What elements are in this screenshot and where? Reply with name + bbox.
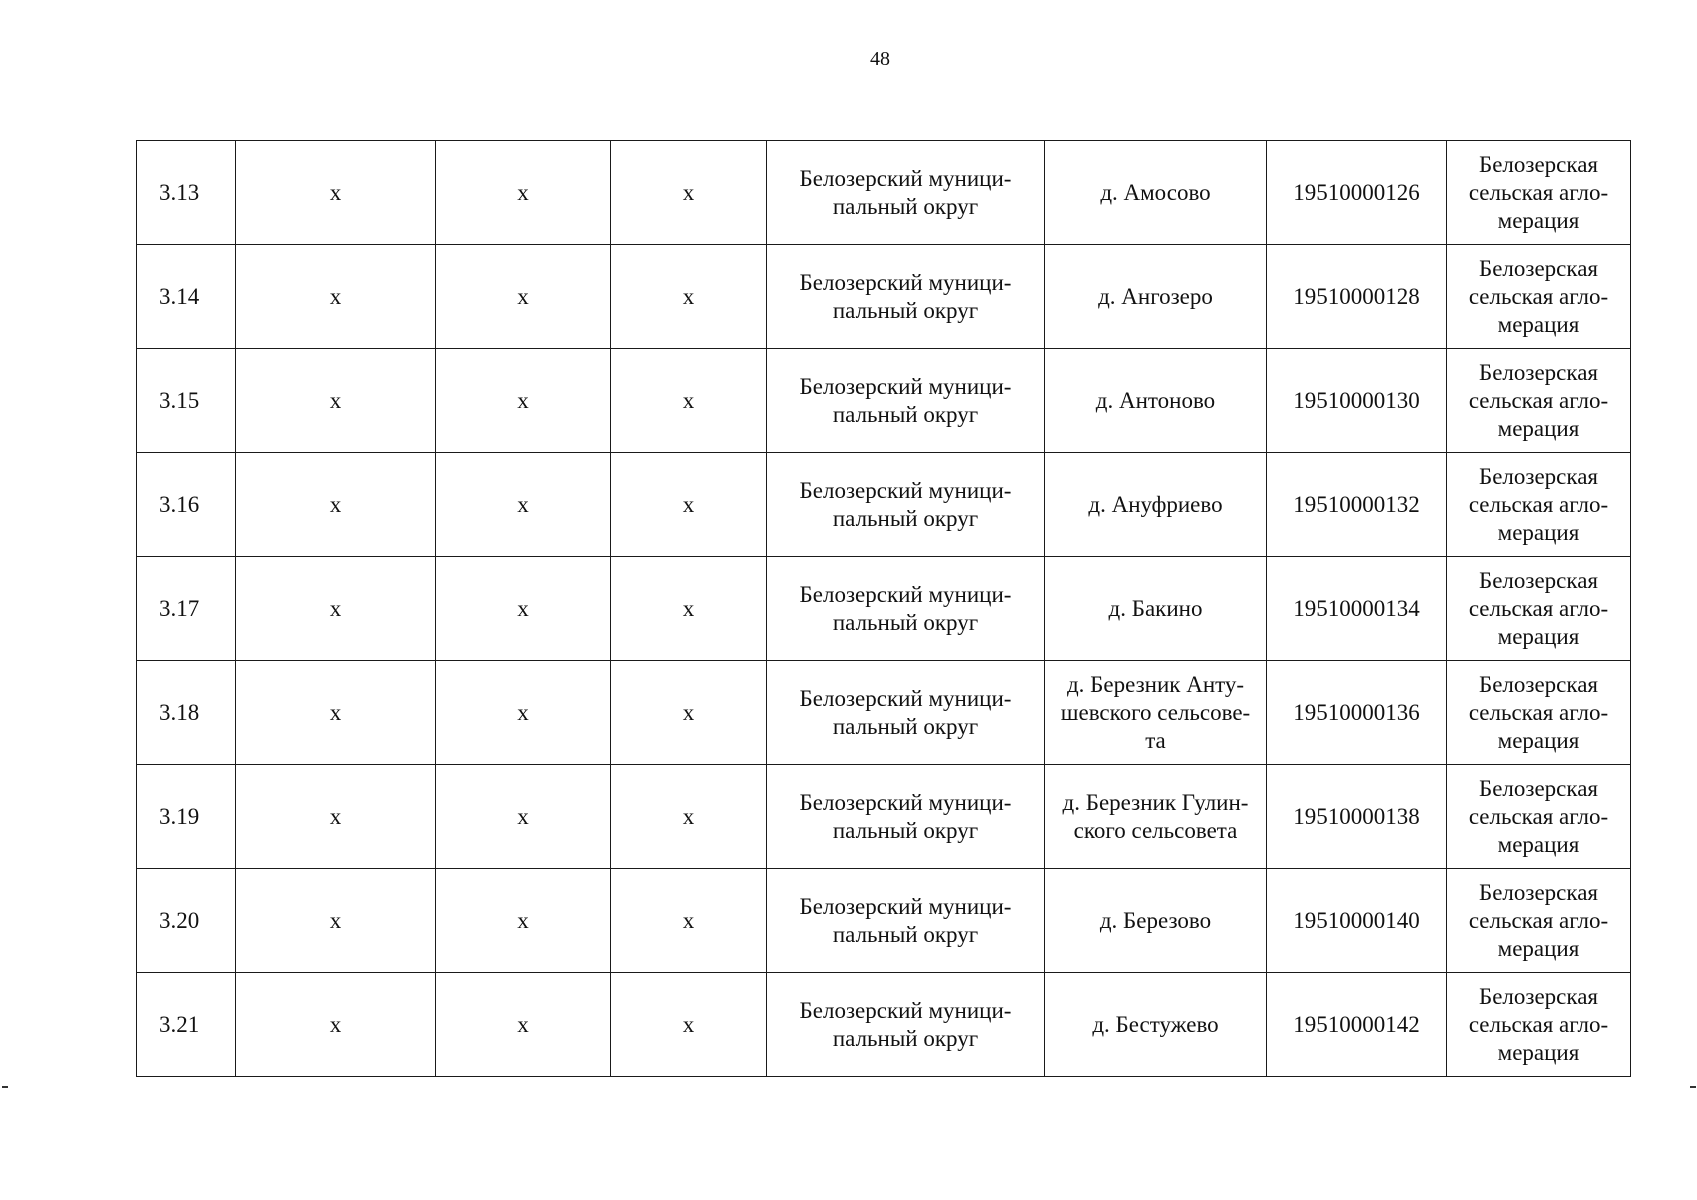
oktmo-code-cell: 19510000136 xyxy=(1267,661,1447,765)
placeholder-cell-4: х xyxy=(611,141,767,245)
placeholder-cell-2: х xyxy=(236,765,436,869)
placeholder-cell-4: х xyxy=(611,453,767,557)
district-cell: Белозерский муници- пальный округ xyxy=(767,869,1045,973)
district-cell: Белозерский муници- пальный округ xyxy=(767,765,1045,869)
placeholder-cell-4: х xyxy=(611,557,767,661)
row-number-cell: 3.15 xyxy=(137,349,236,453)
placeholder-cell-2: х xyxy=(236,661,436,765)
placeholder-cell-2: х xyxy=(236,141,436,245)
oktmo-code-cell: 19510000138 xyxy=(1267,765,1447,869)
settlement-cell: д. Бестужево xyxy=(1045,973,1267,1077)
table-row xyxy=(137,661,1631,765)
placeholder-cell-4: х xyxy=(611,765,767,869)
row-number-cell: 3.19 xyxy=(137,765,236,869)
placeholder-cell-4: х xyxy=(611,245,767,349)
agglomeration-cell: Белозерская сельская агло- мерация xyxy=(1447,245,1631,349)
agglomeration-cell: Белозерская сельская агло- мерация xyxy=(1447,557,1631,661)
table-row xyxy=(137,245,1631,349)
settlements-table xyxy=(136,140,1631,1077)
oktmo-code-cell: 19510000128 xyxy=(1267,245,1447,349)
agglomeration-cell: Белозерская сельская агло- мерация xyxy=(1447,765,1631,869)
settlement-cell: д. Антоново xyxy=(1045,349,1267,453)
agglomeration-cell: Белозерская сельская агло- мерация xyxy=(1447,453,1631,557)
table-row xyxy=(137,765,1631,869)
table-row xyxy=(137,141,1631,245)
table-row xyxy=(137,869,1631,973)
table-body xyxy=(137,141,1631,1077)
table-row xyxy=(137,973,1631,1077)
oktmo-code-cell: 19510000140 xyxy=(1267,869,1447,973)
table-row xyxy=(137,557,1631,661)
placeholder-cell-2: х xyxy=(236,245,436,349)
settlement-cell: д. Бакино xyxy=(1045,557,1267,661)
placeholder-cell-4: х xyxy=(611,661,767,765)
settlement-cell: д. Березник Анту- шевского сельсове- та xyxy=(1045,661,1267,765)
placeholder-cell-2: х xyxy=(236,973,436,1077)
district-cell: Белозерский муници- пальный округ xyxy=(767,557,1045,661)
agglomeration-cell: Белозерская сельская агло- мерация xyxy=(1447,661,1631,765)
settlement-cell: д. Березник Гулин- ского сельсовета xyxy=(1045,765,1267,869)
agglomeration-cell: Белозерская сельская агло- мерация xyxy=(1447,869,1631,973)
district-cell: Белозерский муници- пальный округ xyxy=(767,453,1045,557)
row-number-cell: 3.21 xyxy=(137,973,236,1077)
placeholder-cell-3: х xyxy=(436,973,611,1077)
agglomeration-cell: Белозерская сельская агло- мерация xyxy=(1447,973,1631,1077)
row-number-cell: 3.14 xyxy=(137,245,236,349)
placeholder-cell-2: х xyxy=(236,349,436,453)
placeholder-cell-2: х xyxy=(236,557,436,661)
district-cell: Белозерский муници- пальный округ xyxy=(767,973,1045,1077)
agglomeration-cell: Белозерская сельская агло- мерация xyxy=(1447,141,1631,245)
district-cell: Белозерский муници- пальный округ xyxy=(767,661,1045,765)
placeholder-cell-3: х xyxy=(436,557,611,661)
table-row xyxy=(137,453,1631,557)
settlement-cell: д. Амосово xyxy=(1045,141,1267,245)
placeholder-cell-4: х xyxy=(611,869,767,973)
oktmo-code-cell: 19510000132 xyxy=(1267,453,1447,557)
settlement-cell: д. Ангозеро xyxy=(1045,245,1267,349)
left-edge-mark xyxy=(2,1086,8,1088)
district-cell: Белозерский муници- пальный округ xyxy=(767,349,1045,453)
placeholder-cell-2: х xyxy=(236,453,436,557)
placeholder-cell-3: х xyxy=(436,765,611,869)
oktmo-code-cell: 19510000142 xyxy=(1267,973,1447,1077)
oktmo-code-cell: 19510000134 xyxy=(1267,557,1447,661)
row-number-cell: 3.16 xyxy=(137,453,236,557)
right-edge-mark xyxy=(1690,1086,1696,1088)
oktmo-code-cell: 19510000126 xyxy=(1267,141,1447,245)
row-number-cell: 3.20 xyxy=(137,869,236,973)
placeholder-cell-3: х xyxy=(436,349,611,453)
table-row xyxy=(137,349,1631,453)
placeholder-cell-4: х xyxy=(611,973,767,1077)
row-number-cell: 3.13 xyxy=(137,141,236,245)
agglomeration-cell: Белозерская сельская агло- мерация xyxy=(1447,349,1631,453)
placeholder-cell-3: х xyxy=(436,869,611,973)
placeholder-cell-4: х xyxy=(611,349,767,453)
district-cell: Белозерский муници- пальный округ xyxy=(767,245,1045,349)
placeholder-cell-3: х xyxy=(436,453,611,557)
row-number-cell: 3.17 xyxy=(137,557,236,661)
placeholder-cell-3: х xyxy=(436,661,611,765)
row-number-cell: 3.18 xyxy=(137,661,236,765)
page-number: 48 xyxy=(870,48,890,70)
settlement-cell: д. Ануфриево xyxy=(1045,453,1267,557)
oktmo-code-cell: 19510000130 xyxy=(1267,349,1447,453)
placeholder-cell-2: х xyxy=(236,869,436,973)
placeholder-cell-3: х xyxy=(436,141,611,245)
placeholder-cell-3: х xyxy=(436,245,611,349)
district-cell: Белозерский муници- пальный округ xyxy=(767,141,1045,245)
settlement-cell: д. Березово xyxy=(1045,869,1267,973)
